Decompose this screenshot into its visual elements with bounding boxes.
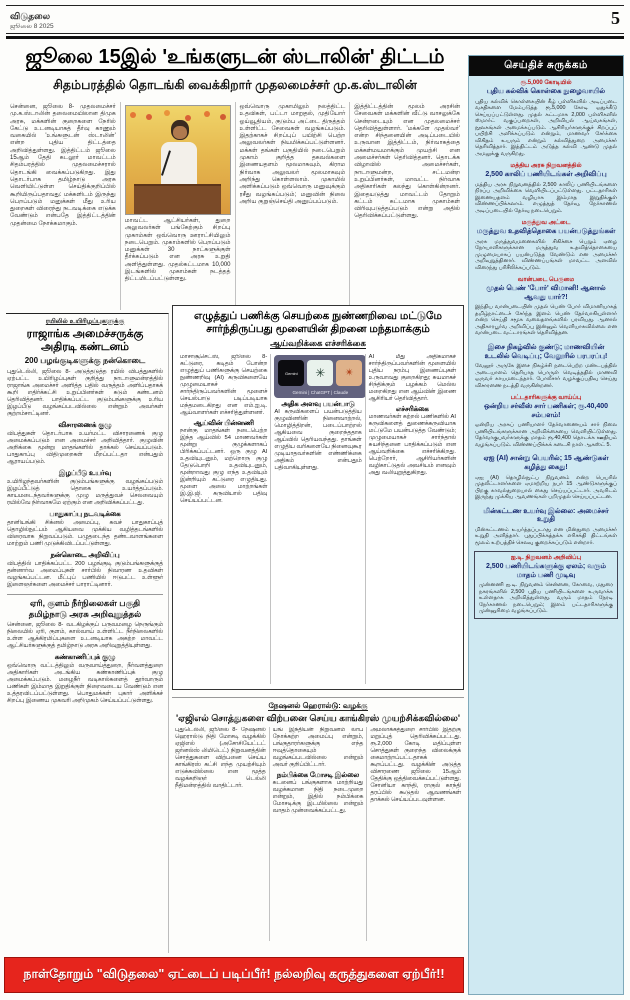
ai-col1-intro: மாசாசூசெட்ஸ், ஜூலை 8- கட்டுரை, கடிதம் போன்ற எழுத்துப் பணிகளுக்கு செயற்கை நுண்ணறிவு (AI) கருவிகளையே முழுமையாகச் சார்ந்திருப்பவர்களின் மூளைச் செயல்பாடு படிப்படியாக மந்தமடைகிறது என எம்.ஐ.டி. ஆய்வாளர்கள் எச்சரித்துள்ளனர். [180, 354, 268, 416]
left-article-text-4: விபத்தில் பாதிக்கப்பட்ட 200 பழங்குடி குடும்பங்களுக்குத் தன்னார்வ அமைப்புகள் சார்பில் நிவாரண உதவிகள் வழங்கப்பட்டன. மீட்புப் பணியில் ஈடுபட்ட உள்ளூர் இளைஞர்களை அமைச்சர் பாராட்டினார். [7, 561, 163, 588]
ai-col1-text: நான்கு மாதங்கள் நடைபெற்ற இந்த ஆய்வில் 54 மாணவர்கள் மூன்று குழுக்களாகப் பிரிக்கப்பட்டனர். ஒரு குழு AI உதவியுடனும், மற்றொரு குழு தேடுபொறி உதவியுடனும், மூன்றாவது குழு எந்த உதவியும் இன்றியும் கட்டுரை எழுதியது. மூளை அலை மாற்றங்கள் இ.இ.ஜி. கருவியால் பதிவு செய்யப்பட்டன. [180, 428, 268, 504]
sidebar-item-5 [469, 339, 623, 391]
herald-kicker-text: நேஷனல் ஹெரால்டு: வழக்கு [268, 701, 368, 710]
top-rule [6, 5, 624, 6]
herald-col2-text2: கடனைப் பங்குகளாக மாற்றியது வழக்கமான நிதி நடைமுறை என்றும், இதில் நம்பிக்கை மோசடிக்கு இடமில்லை என்றும் வாதம் முன்வைக்கப்பட்டது. [272, 780, 364, 814]
left-article-subhead-4: நன்கொடை அறிவிப்பு [50, 552, 120, 559]
ai-col2-text: AI கருவிகளைப் பயன்படுத்திய குழுவினரின் நினைவாற்றல், மொழித்திறன், படைப்பாற்றல் ஆகியவை குறைந்ததாக ஆய்வில் தெரியவந்தது. தாங்கள் எழுதிய வரிகளையே நினைவுகூர முடியாதவர்களின் எண்ணிக்கை அதிகம் என்பதும் பதிவாகியுள்ளது. [274, 409, 362, 471]
left-article-2 [7, 594, 163, 705]
sidebar-item-8-heading: மின்கட்டண உயர்வு இல்லை: அமைச்சர் உறுதி [483, 507, 609, 524]
sidebar-item-5-heading: இசை நிகழ்வில் குண்டு; மாணவியின் உடலில் வெடிப்பு; வேலூரில் பரபரப்பு! [484, 343, 608, 360]
sidebar-item-2-kicker: மத்திய அரசு நிறுவனத்தில் [510, 163, 582, 170]
lead-column-2 [120, 102, 235, 310]
lead-column-4: இத்திட்டத்தின் மூலம் அரசின் சேவைகள் மக்களின் வீட்டு வாசலுக்கே சென்றடையும் என முதலமைச்சர் தெரிவித்துள்ளார். 'மக்களே முதல்வர்' என்ற சிந்தனையின் அடிப்படையில் உருவான இத்திட்டம், நிர்வாகத்தை மக்கள்மயமாக்கும் முயற்சி என அமைச்சர்கள் தெரிவித்தனர். தொடக்க விழாவில் அமைச்சர்கள், நாடாளுமன்ற, சட்டமன்ற உறுப்பினர்கள், மாவட்ட நிர்வாக அதிகாரிகள் கலந்து கொள்கின்றனர். இதையடுத்து மாவட்டம் தோறும் கட்டம் கட்டமாக முகாம்கள் விரிவுபடுத்தப்படும் என்று அதில் தெரிவிக்கப்பட்டுள்ளது. [349, 102, 464, 310]
herald-column-2 [269, 727, 367, 941]
herald-headline: 'ஏஜிஎல் சொத்துகளை விற்பனை செய்ய காங்கிரஸ் முயற்சிக்கவில்லை' [175, 713, 461, 723]
paper-name: விடுதலை [10, 11, 51, 21]
sidebar-item-1-kicker: ரூ.5,000 கோடியில் [520, 80, 572, 86]
lead-body [6, 102, 464, 310]
left-article-text-3: தானியங்கி சிக்னல் அமைப்பு, கவச் பாதுகாப்புத் தொழில்நுட்பம் ஆகியவை முக்கிய வழித்தடங்களில் விரைவாக நிறுவப்படும். பழுதடைந்த தண்டவாளங்களை மாற்றும் பணி முடுக்கிவிடப்பட்டுள்ளது. [7, 520, 163, 547]
left-article-text-1: விபத்துகள் தொடர்பாக உயர்மட்ட விசாரணைக் குழு அமைக்கப்படும் என அமைச்சர் அறிவித்தார். குழுவின் அறிக்கை மூன்று மாதங்களில் தாக்கல் செய்யப்படும். பாதுகாப்பு விதிமுறைகள் மீறப்பட்டதா என்பதும் ஆராயப்படும். [7, 431, 163, 465]
ai-apps-image [274, 355, 364, 398]
sidebar-item-3-heading: மருத்துவ உதவித்தொகை பயன்படுத்துங்கள் [476, 228, 616, 236]
garland-decoration [130, 112, 136, 118]
sidebar-item-5-body: வேலூர் அருகே இசை நிகழ்ச்சி நடைபெற்ற மண்டபத்தில் அடையாளம் தெரியாத பொருள் வெடித்ததில் மாணவி ஒருவர் காயமடைந்தார். போலீசார் வழக்குப்பதிவு செய்து விசாரணை நடத்தி வருகின்றனர். [475, 363, 617, 389]
herald-col2-subhead: நம்பிக்கை மோசடி இல்லை [276, 772, 360, 779]
left-article-intro: புதுடெல்லி, ஜூலை 8- அடுத்தடுத்த ரயில் விபத்துகளில் ஏற்பட்ட உயிரிழப்புகள் குறித்து நாடாளுமன்றத்தில் ராஜாங்க அமைச்சர் அளித்த பதில் வருத்தம் அளிப்பதாகக் கூறி எதிர்க்கட்சி உறுப்பினர்கள் கடும் கண்டனம் தெரிவித்தனர். பாதிக்கப்பட்ட குடும்பங்களுக்கு உரிய இழப்பீடு வழங்கப்படவில்லை என்றும் அவர்கள் குற்றம்சாட்டினர். [7, 369, 163, 417]
sidebar-boxed-body: முன்னணி ஐ.டி. நிறுவனம் சென்னை, கோவை, மதுரை நகரங்களில் 2,500 புதிய பணியிடங்களை உருவாக்க உள்ளதாக அறிவித்துள்ளது. வரும் மாதம் நேரடி நேர்காணல் நடைபெறும்; இளம் பட்டதாரிகளுக்கு முன்னுரிமை வழங்கப்படும். [479, 582, 613, 615]
ai-col1-subhead: ஆய்வின் பின்னணி [193, 420, 254, 427]
sidebar-item-1 [469, 76, 623, 159]
lead-column-1: சென்னை, ஜூலை 8- முதலமைச்சர் மு.க.ஸ்டாலின் தலைமையிலான திமுக அரசு, மக்களின் குறைகளை நேரில் கேட்டு உடனடியாகத் தீர்வு காணும் வகையில் 'உங்களுடன் ஸ்டாலின்' என்ற புதிய திட்டத்தை அறிவித்துள்ளது. இத்திட்டம் ஜூலை 15ஆம் தேதி கடலூர் மாவட்டம் சிதம்பரத்தில் முதலமைச்சரால் தொடங்கி வைக்கப்படுகிறது. இது தொடர்பாக தமிழ்நாடு அரசு வெளியிட்டுள்ள செய்திக்குறிப்பில் கூறியிருப்பதாவது: மக்களிடம் இருந்து பெறப்படும் மனுக்கள் மீது உரிய துறைகள் விரைந்து நடவடிக்கை எடுக்க வேண்டும் என்பதே இத்திட்டத்தின் முதன்மை நோக்கமாகும். [10, 104, 116, 227]
sidebar-item-8 [469, 503, 623, 549]
sidebar-item-7-heading: ஏஐ (AI) சான்று பெயரில்; 15 ஆண்டுகள் கழித்து கைது! [483, 455, 609, 471]
herald-article [172, 697, 464, 953]
left-article2-text: ஒவ்வொரு வட்டத்திலும் வருவாய்த்துறை, நீர்வளத்துறை அதிகாரிகள் அடங்கிய கண்காணிப்புக் குழு அமைக்கப்படும். மழைநீர் வடிகால்களைத் தூர்வாரும் பணிகள் இம்மாத இறுதிக்குள் நிறைவடைய வேண்டும் என உத்தரவிடப்பட்டுள்ளது. பொதுமக்கள் புகார் அளிக்கச் சிறப்பு இணைய முகவரி அறிமுகம் செய்யப்பட்டுள்ளது. [7, 663, 163, 704]
sidebar-item-3-kicker: மருத்துவ அட்டை [521, 220, 571, 227]
sidebar-item-2-heading: 2,500 காலிப் பணியிடங்கள் அறிவிப்பு [485, 171, 607, 179]
ai-app-tiles [278, 360, 362, 386]
news-brief-sidebar [468, 55, 624, 995]
sidebar-item-2-body: மத்திய அரசு நிறுவனத்தில் 2,500 காலிப் பணியிடங்களை நிரப்ப அறிவிக்கை வெளியிடப்பட்டுள்ளது. பட்டதாரிகள் இணையதளம் வழியாக இம்மாத இறுதிக்குள் விண்ணப்பிக்கலாம். எழுத்துத் தேர்வு, நேர்காணல் அடிப்படையில் தேர்வு நடைபெறும். [475, 181, 617, 214]
sidebar-boxed-item [474, 551, 618, 619]
sidebar-item-6 [469, 391, 623, 450]
footer-slogan-text: நாள்தோறும் "விடுதலை" ஏட்டைப் படிப்பீர்! நல்லறிவு கருத்துகளை ஏற்பீர்!! [23, 967, 445, 981]
lead-headline-text: ஜூலை 15இல் 'உங்களுடன் ஸ்டாலின்' திட்டம் [26, 46, 445, 71]
herald-column-3: அமலாக்கத்துறை சார்பில் இதற்கு மறுப்புத் தெரிவிக்கப்பட்டது. ரூ.2,000 கோடி மதிப்புள்ள சொத்துகள் குறைந்த விலைக்குக் கைமாற்றப்பட்டதாகக் கூறப்பட்டது. வழக்கின் அடுத்த விசாரணை ஜூலை 15ஆம் தேதிக்கு ஒத்திவைக்கப்பட்டுள்ளது. சோனியா காந்தி, ராகுல் காந்தி தரப்பில் கூடுதல் ஆவணங்கள் தாக்கல் செய்யப்படவுள்ளன. [366, 727, 464, 941]
header-rule-thin [6, 33, 624, 34]
footer-slogan-banner [4, 957, 464, 993]
sidebar-item-6-heading: ஒன்றிய சர்வீஸ் சார் பணிகள்; ரூ.40,400 சம்பளம்! [483, 403, 609, 419]
lead-photo [125, 105, 231, 215]
herald-body [172, 727, 464, 941]
chatgpt-app-icon: ✳ [307, 360, 333, 386]
sidebar-item-4-body: இந்திய வான்படையின் முதல் பெண் போர் விமானியாகத் தமிழ்நாட்டைச் சேர்ந்த இளம் பெண் தேர்வாகியுள்ளார் என்ற செய்தி சமூக வலைதளங்களில் பரவியது. ஆனால் அதிகாரபூர்வ அறிவிப்பு இன்னும் வெளியாகவில்லை என வான்படை வட்டாரங்கள் தெரிவித்தன. [475, 304, 617, 337]
herald-kicker [172, 701, 464, 711]
left-article-headline-line3: 200 பழங்குடிகளுக்கு நன்கொடை [24, 356, 146, 365]
ai-headline-line1: எழுத்துப் பணிக்கு செயற்கை நுண்ணறிவை மட்டுமே [194, 310, 442, 322]
left-article-subhead-1: விசாரணைக் குழு [58, 422, 112, 429]
podium [134, 184, 221, 214]
lead-headline [6, 44, 464, 70]
sidebar-item-7 [469, 450, 623, 502]
sidebar-title: செய்திச் சுருக்கம் [469, 56, 623, 76]
left-article-text-2: உயிரிழந்தவர்களின் குடும்பங்களுக்கு வழங்கப்படும் இழப்பீட்டுத் தொகை உயர்த்தப்படும். காயமடைந்தவர்களுக்கு முழு மருத்துவச் செலவையும் ரயில்வே நிர்வாகமே ஏற்கும் என அறிவிக்கப்பட்டது. [7, 479, 163, 506]
sidebar-item-4 [469, 273, 623, 339]
sidebar-item-2 [469, 159, 623, 216]
sidebar-item-8-body: மின்கட்டணம் உயர்த்தப்படாது என மின்துறை அமைச்சர் உறுதி அளித்தார். புதுப்பிக்கத்தக்க எரிசக்தி திட்டங்கள் மூலம் உற்பத்திச் செலவு குறைக்கப்படும் என்றார். [475, 526, 617, 546]
left-article-headline-line1: ராஜாங்க அமைச்சருக்கு [26, 328, 144, 340]
lead-column-2-text: மாவட்ட ஆட்சியர்கள், துறை அலுவலர்கள் பங்கேற்கும் சிறப்பு முகாம்கள் ஒவ்வொரு ஊராட்சியிலும் நடைபெறும். முகாம்களில் பெறப்படும் மனுக்கள் 30 நாட்களுக்குள் தீர்க்கப்படும் என அரசு உறுதி அளித்துள்ளது. முதல்கட்டமாக 10,000 இடங்களில் முகாம்கள் நடத்தத் திட்டமிடப்பட்டுள்ளது. [124, 218, 231, 283]
sidebar-boxed-heading: 2,500 பணியிடங்களுக்கு ஏலம்; வரும் மாதம் பணி முடிவு [485, 563, 607, 579]
left-article2-headline-line2: தமிழ்நாடு அரசு அறிவுறுத்தல் [28, 608, 142, 619]
ai-column-1 [177, 354, 270, 684]
sidebar-item-3 [469, 216, 623, 273]
sidebar-item-6-body: ஒன்றிய அரசுப் பணியாளர் தேர்வாணையம் சார் நிலை பணியிடங்களுக்கான அறிவிக்கையை வெளியிட்டுள்ளது. தேர்வாகுபவர்களுக்கு மாதம் ரூ.40,400 தொடக்க ஊதியம் வழங்கப்படும். விண்ணப்பிக்கக் கடைசி நாள் ஆகஸ்ட் 5. [475, 422, 617, 448]
sidebar-item-3-body: அரசு மருத்துவமனைகளில் சிகிச்சை பெறும் ஏழை நோயாளிகளுக்கான மருத்துவ உதவித்தொகையை முழுமையாகப் பயன்படுத்த வேண்டும் என அமைச்சர் அறிவுறுத்தினார். விண்ணப்பங்கள் மாவட்ட அளவில் விரைந்து பரிசீலிக்கப்படும். [475, 238, 617, 271]
left-article2-headline-line1: ஏரி, குளம் நீர்நிலைகள் பகுதி [29, 598, 141, 608]
ai-headline-line2: சார்ந்திருப்பது மூளையின் திறனை மந்தமாக்கும் [206, 323, 430, 335]
lead-subheadline: சிதம்பரத்தில் தொடங்கி வைக்கிறார் முதலமைச்சர் மு.க.ஸ்டாலின் [53, 78, 417, 92]
herald-column-1: புதுடெல்லி, ஜூலை 8- நேஷனல் ஹெரால்டு நிதி மோசடி வழக்கில் ஏஜிஎல் (அசோசியேட்டட் ஜர்னல்ஸ் லிமிடெட்) நிறுவனத்தின் சொத்துகளை விற்பனை செய்ய காங்கிரஸ் கட்சி எந்த முயற்சியும் எடுக்கவில்லை என மூத்த வழக்கறிஞர் டெல்லி நீதிமன்றத்தில் வாதிட்டார். [175, 727, 266, 789]
ai-body [177, 354, 459, 684]
herald-col2-text1: யங் இந்தியன் நிறுவனம் லாப நோக்கற்ற அமைப்பு என்றும், பங்குதாரர்களுக்கு எந்த ஈவுத்தொகையும் வழங்கப்படவில்லை என்றும் அவர் குறிப்பிட்டார். [272, 727, 364, 768]
ai-image-caption: Gemini | ChatGPT | Claude [292, 390, 349, 395]
header-rule-thick [6, 36, 624, 39]
left-article-headline-line2: அதிரடி கண்டனம் [40, 341, 130, 353]
sidebar-item-4-kicker: வான்படை பெருமை [517, 277, 575, 284]
ai-column-2 [270, 354, 364, 684]
left-article2-subhead: கண்காணிப்புக் குழு [54, 654, 116, 661]
sidebar-boxed-kicker: ஐ.டி. நிறுவனம் அறிவிப்பு [510, 555, 582, 562]
speaker-face [173, 126, 187, 139]
left-article-kicker: ரயிலில் உயிரிழப்புகளுக்கு [45, 318, 125, 325]
ai-study-box [172, 305, 464, 690]
ai-col2-subhead: அதிக அளவு பயன்பாடு [281, 401, 355, 408]
date-line: ஜூலை 8 2025 [10, 23, 54, 30]
page-number: 5 [611, 8, 620, 28]
claude-app-icon: ✴ [336, 360, 362, 386]
left-article-subhead-3: பாதுகாப்பு நடவடிக்கை [49, 511, 121, 518]
ai-col3-text1: AI மீது அதிகமாகச் சார்ந்திருப்பவர்களின் மூளையில் புதிய நரம்பு இணைப்புகள் உருவாவது குறைகிறது; சுயமாகச் சிந்திக்கும் பழக்கம் மெல்ல மறைகிறது என ஆய்வின் இணை ஆசிரியர் தெரிவித்தார். [368, 354, 456, 402]
ai-col3-subhead: எச்சரிக்கை [395, 406, 429, 413]
sidebar-item-1-body: புதிய கல்விக் கொள்கையின் கீழ் பள்ளிகளில் அடிப்படை வசதிகளை மேம்படுத்த ரூ.5,000 கோடி ஒதுக்கீடு செய்யப்பட்டுள்ளது. முதல் கட்டமாக 2,000 பள்ளிகளில் ஸ்மார்ட் வகுப்பறைகள், அறிவியல் ஆய்வகங்கள், நூலகங்கள் அமைக்கப்படும். ஆசிரியர்களுக்குச் சிறப்புப் பயிற்சி அளிக்கப்படும் என்றும், மாணவர் சேர்க்கை விகிதம் உயரும் என்றும் கல்வித்துறை அமைச்சர் தெரிவித்தார். இத்திட்டம் அடுத்த கல்வி ஆண்டு முதல் அமலுக்கு வருகிறது. [475, 98, 617, 157]
sidebar-item-6-kicker: பட்டதாரிகளுக்கு வாய்ப்பு [510, 395, 582, 402]
ai-subhead [177, 338, 459, 350]
sidebar-item-4-heading: முதல் பெண் 'போர்' விமானி! ஆனால் ஆவது யார்?! [486, 285, 606, 301]
ai-subhead-text: ஆய்வறிக்கை எச்சரிக்கை [270, 338, 366, 348]
left-column-articles [6, 313, 169, 953]
sidebar-item-7-body: ஏஐ (AI) தொழில்நுட்ப நிறுவனம் என்ற பெயரில் முதலீட்டாளர்களை ஏமாற்றிய நபர் 15 ஆண்டுகளுக்குப் பிறகு காவல்துறையால் கைது செய்யப்பட்டார். அவரிடம் இருந்து முக்கிய ஆவணங்கள் பறிமுதல் செய்யப்பட்டன. [475, 474, 617, 501]
ai-column-3 [365, 354, 459, 684]
left-article2-intro: சென்னை, ஜூலை 8- வடகிழக்குப் பருவமழை நெருங்கும் நிலையில் ஏரி, குளம், கால்வாய் உள்ளிட்ட நீர்நிலைகளில் உள்ள ஆக்கிரமிப்புகளை உடனடியாக அகற்ற மாவட்ட ஆட்சியர்களுக்குத் தமிழ்நாடு அரசு அறிவுறுத்தியுள்ளது. [7, 622, 163, 649]
ai-col3-text2: மாணவர்கள் கற்றல் பணிகளில் AI கருவிகளைத் துணைக்கருவியாக மட்டுமே பயன்படுத்த வேண்டும்; முழுமையாகச் சார்ந்தால் சுயசிந்தனை பாதிக்கப்படும் என ஆய்வறிக்கை எச்சரிக்கிறது. பெற்றோர், ஆசிரியர்களின் வழிகாட்டுதல் அவசியம் எனவும் அது வலியுறுத்துகிறது. [368, 414, 456, 476]
left-article-subhead-2: இழப்பீடு உயர்வு [58, 470, 112, 477]
lead-column-3: ஒவ்வொரு முகாமிலும் நலத்திட்ட உதவிகள், பட்டா மாறுதல், முதியோர் ஓய்வூதியம், குடும்ப அட்டை திருத்தம் உள்ளிட்ட சேவைகள் வழங்கப்படும். இதற்காகச் சிறப்புப் பயிற்சி பெற்ற அலுவலர்கள் நியமிக்கப்பட்டுள்ளனர். மக்கள் தங்கள் பகுதியில் நடைபெறும் முகாம் குறித்த தகவல்களை இணையதளம் மூலமாகவும், கிராம நிர்வாக அலுவலர் மூலமாகவும் அறிந்து கொள்ளலாம். முகாமில் அளிக்கப்படும் ஒவ்வொரு மனுவுக்கும் ரசீது வழங்கப்படும்; மனுவின் நிலை அறிய குறுஞ்செய்தி அனுப்பப்படும். [235, 102, 350, 310]
gemini-app-icon: Gemini [278, 360, 304, 386]
sidebar-item-1-heading: புதிய கல்விக் கொள்கை நுழைவாயில் [486, 88, 606, 95]
